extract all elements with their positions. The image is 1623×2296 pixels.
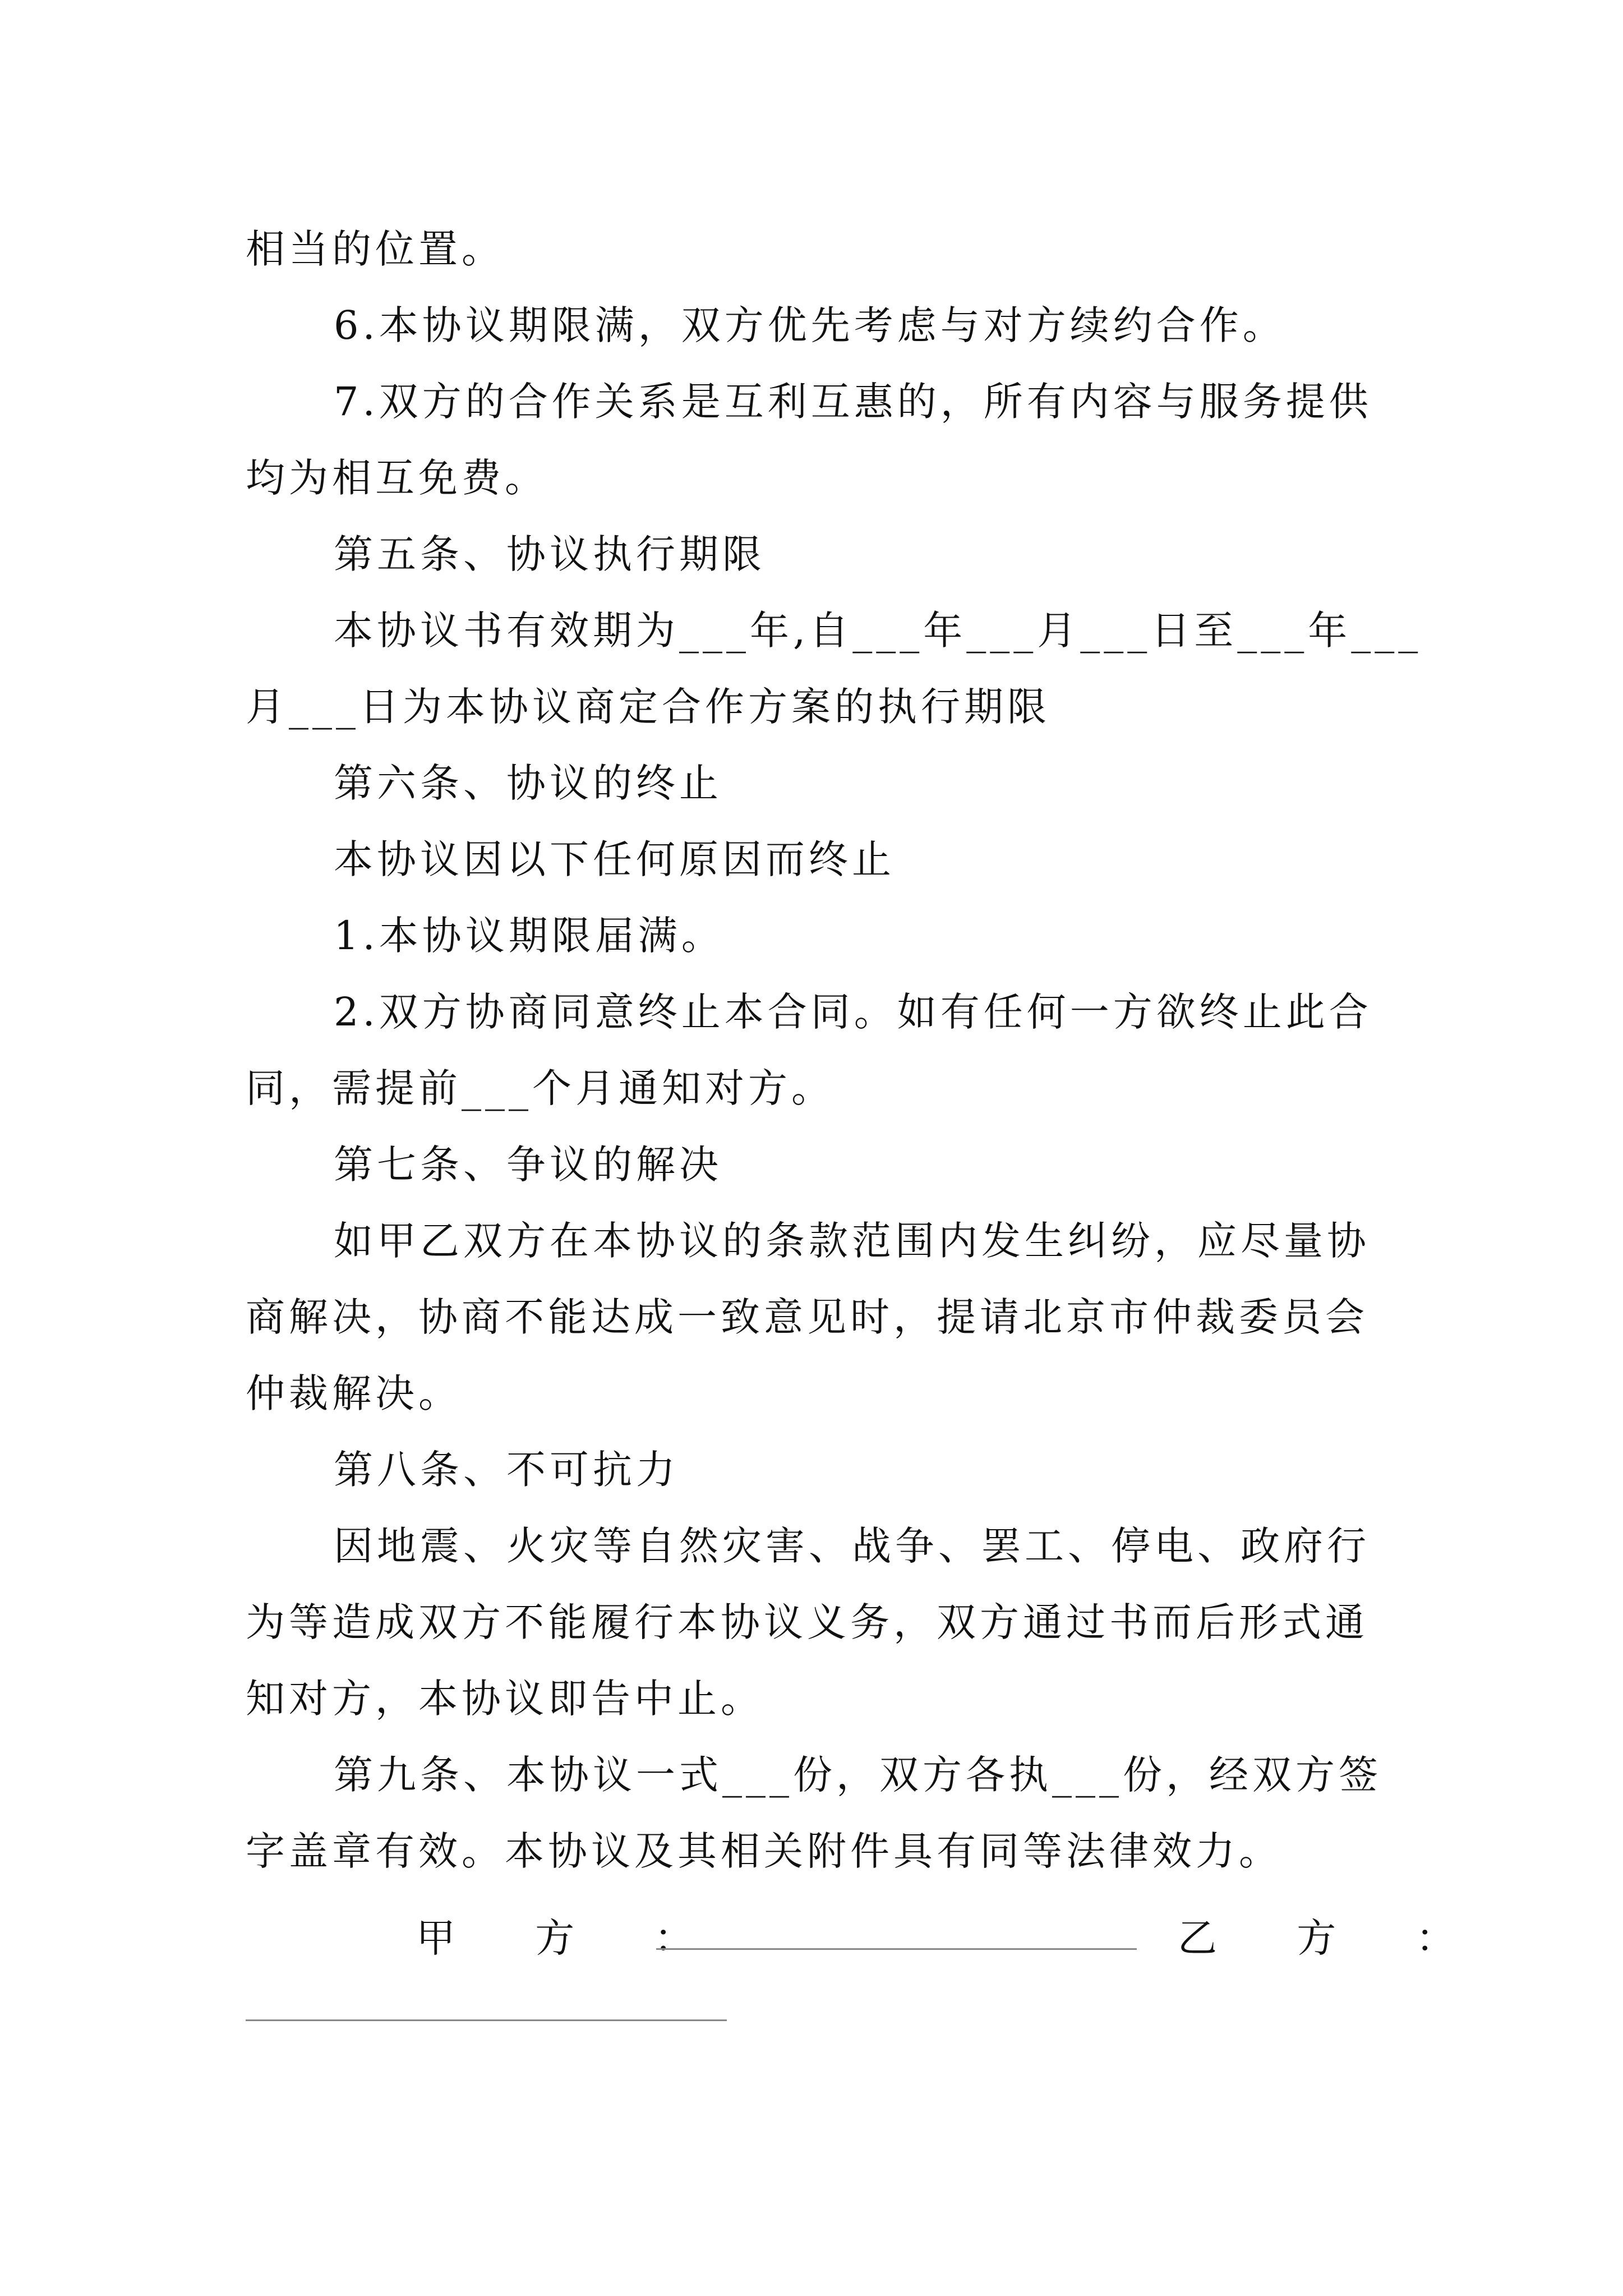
paragraph-line: 月___日为本协议商定合作方案的执行期限: [246, 684, 1050, 730]
agreement-body: [246, 211, 1422, 1889]
paragraph-line: 仲裁解决。: [246, 1370, 462, 1416]
paragraph-line: 7.双方的合作关系是互利互惠的，所有内容与服务提供: [334, 379, 1372, 425]
paragraph-line: 6.本协议期限满，双方优先考虑与对方续约合作。: [334, 302, 1286, 348]
party-a-label: 甲 方 ：: [416, 1915, 727, 1961]
paragraph-line: 本协议书有效期为___年,自___年___月___日至___年___: [334, 608, 1422, 654]
party-a-signature-line: [656, 1948, 1137, 1950]
paragraph-line: 本协议因以下任何原因而终止: [334, 836, 895, 882]
paragraph-line: 第六条、协议的终止: [334, 760, 722, 806]
paragraph-line: 为等造成双方不能履行本协议义务，双方通过书而后形式通: [246, 1599, 1368, 1645]
party-b-signature-line: [246, 2019, 727, 2021]
paragraph-line: 第八条、不可抗力: [334, 1447, 679, 1493]
signature-row: [0, 1904, 1623, 1972]
paragraph-line: 1.本协议期限届满。: [334, 913, 725, 959]
paragraph-line: 知对方，本协议即告中止。: [246, 1676, 764, 1722]
paragraph-line: 因地震、火灾等自然灾害、战争、罢工、停电、政府行: [334, 1523, 1370, 1569]
paragraph-line: 相当的位置。: [246, 226, 505, 272]
paragraph-line: 同，需提前___个月通知对方。: [246, 1065, 834, 1111]
paragraph-line: 字盖章有效。本协议及其相关附件具有同等法律效力。: [246, 1828, 1282, 1874]
party-b-label: 乙 方 ：: [1178, 1915, 1489, 1961]
paragraph-line: 第九条、本协议一式___份，双方各执___份，经双方签: [334, 1752, 1382, 1798]
paragraph-line: 第七条、争议的解决: [334, 1142, 722, 1188]
paragraph-line: 如甲乙双方在本协议的条款范围内发生纠纷，应尽量协: [334, 1218, 1370, 1264]
paragraph-line: 商解决，协商不能达成一致意见时，提请北京市仲裁委员会: [246, 1294, 1368, 1340]
paragraph-line: 第五条、协议执行期限: [334, 531, 766, 577]
paragraph-line: 2.双方协商同意终止本合同。如有任何一方欲终止此合: [334, 989, 1372, 1035]
paragraph-line: 均为相互免费。: [246, 455, 548, 501]
